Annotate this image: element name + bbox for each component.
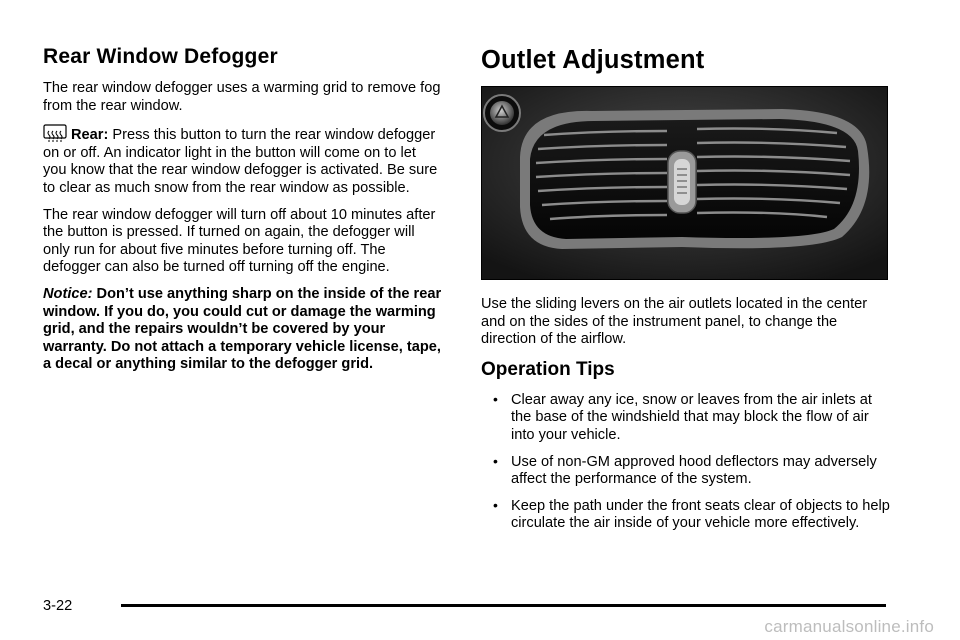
page-number: 3-22 [43,598,73,614]
right-column [481,44,891,542]
watermark: carmanualsonline.info [764,617,934,636]
bullet-icon: • [493,452,498,469]
air-outlet-photo [481,86,888,280]
section-title-rear-window-defogger: Rear Window Defogger [43,45,278,68]
rear-text: Press this button to turn the rear window defogger on or off. An indicator light in the button will come on to let you know that the rear window defogger is activated. Be sure to clear as much snow from the rear window as possible. [43,127,438,196]
rear-defogger-icon [43,124,67,143]
bullet-icon: • [493,496,498,513]
section-title-outlet-adjustment: Outlet Adjustment [481,46,705,74]
notice-label: Notice: [43,285,93,302]
list-item: • Clear away any ice, snow or leaves from the air inlets at the base of the windshield that may block the flow of air into your vehicle. [493,390,872,443]
outlet-description: Use the sliding levers on the air outlets located in the center and on the sides of the instrument panel, to change the direction of the airflow. [481,296,868,348]
defogger-intro: The rear window defogger uses a warming grid to remove fog from the rear window. [43,80,441,114]
bullet-icon: • [493,390,498,407]
footer-rule [121,604,886,607]
section-title-operation-tips: Operation Tips [481,358,615,380]
left-column [43,44,443,383]
list-item: • Use of non-GM approved hood deflectors may adversely affect the performance of the system. [493,452,877,488]
defogger-auto-off: The rear window defogger will turn off about 10 minutes after the button is pressed. If turned on again, the defogger will only run for about five minutes before turning off. The defogger can also be turned off turning off the engine. [43,206,436,276]
operation-tips-list [481,392,891,533]
notice-paragraph [43,286,443,374]
rear-button-description [43,124,443,197]
rear-label: Rear: [71,127,109,144]
notice-text: Don’t use anything sharp on the inside of the rear window. If you do, you could cut or damage the warming grid, and the repairs wouldn’t be covered by your warranty. Do not attach a temporary vehicle license, tape, a decal or anything similar to the defogger grid. [43,285,442,373]
list-item: • Keep the path under the front seats clear of objects to help circulate the air inside of your vehicle more effectively. [493,496,890,532]
